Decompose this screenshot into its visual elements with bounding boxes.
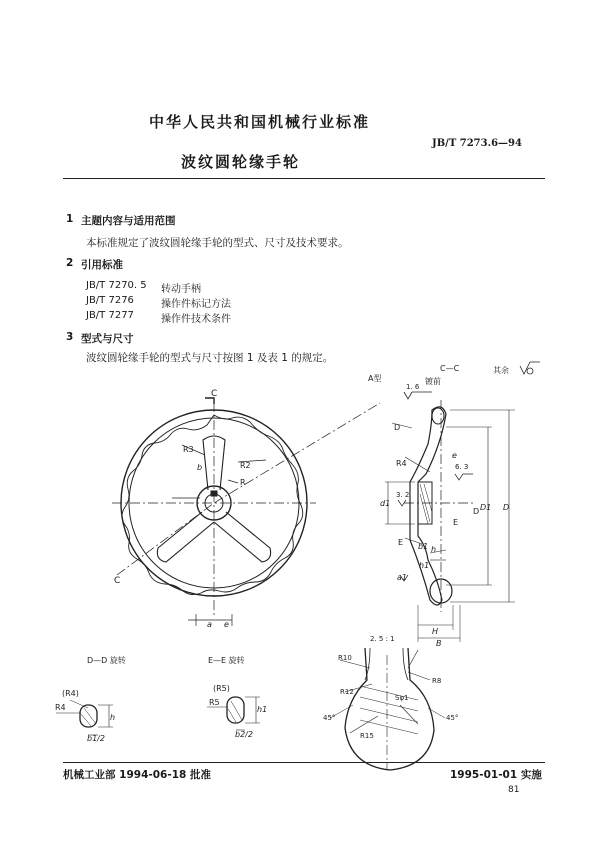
label-e: e <box>224 620 229 629</box>
section-2-heading: 引用标准 <box>81 259 123 271</box>
implementation-date: 1995-01-01 实施 <box>450 769 542 781</box>
label-r4-dd: R4 <box>55 703 66 712</box>
section-3-body: 波纹圆轮缘手轮的型式与尺寸按图 1 及表 1 的规定。 <box>86 352 334 364</box>
spoke-left <box>157 512 214 562</box>
section-1-heading: 主题内容与适用范围 <box>81 215 176 227</box>
label-r8: R8 <box>432 677 442 685</box>
label-d1-big: D1 <box>480 503 492 512</box>
cut-c-bottom: C <box>114 576 121 586</box>
section-1-number: 1 <box>66 213 74 225</box>
label-b-dim: B <box>436 639 442 648</box>
roughness-value: 1. 6 <box>406 383 420 391</box>
label-r2: R2 <box>240 461 251 470</box>
label-r5-paren: (R5) <box>213 684 230 693</box>
spoke-right <box>214 512 271 562</box>
detail-scale-label: 2. 5 : 1 <box>370 635 395 643</box>
org-title: 中华人民共和国机械行业标准 <box>149 113 371 131</box>
page-number: 81 <box>508 785 520 795</box>
rim-wave-contour <box>122 415 303 595</box>
roughness-63: 6. 3 <box>455 463 469 471</box>
label-d-big: D <box>503 503 510 512</box>
section-2-number: 2 <box>66 257 74 269</box>
label-b1-half: b1/2 <box>87 734 105 743</box>
label-d-side: D <box>473 507 480 516</box>
label-r3: R3 <box>183 445 194 454</box>
label-r10: R10 <box>338 654 352 662</box>
label-b: b <box>197 463 203 472</box>
ref-code-3: JB/T 7277 <box>86 310 134 321</box>
label-r5-ee: R5 <box>209 698 220 707</box>
section-1-body: 本标准规定了波纹圆轮缘手轮的型式、尺寸及技术要求。 <box>86 237 349 249</box>
label-e-side: e <box>452 451 457 460</box>
label-r15: R15 <box>360 732 374 740</box>
label-h1-ee: h1 <box>257 705 268 714</box>
label-e-section: E <box>398 538 404 547</box>
label-d-section: D <box>394 423 401 432</box>
label-e-section-2: E <box>453 518 459 527</box>
label-b2-half: b2/2 <box>235 730 253 739</box>
cut-c-top: C <box>211 389 218 399</box>
label-h1: h1 <box>419 561 430 570</box>
type-a-label: A型 <box>368 374 382 383</box>
plating-label: 镀前 <box>425 377 441 386</box>
footer-rule <box>63 762 545 763</box>
ref-title-1: 转动手柄 <box>161 284 201 295</box>
label-r12: R12 <box>340 688 354 696</box>
label-a1: a1 <box>397 573 407 582</box>
section-cc-label: C—C <box>440 364 460 373</box>
document-title: 波纹圆轮缘手轮 <box>181 153 301 171</box>
label-45-right: 45° <box>446 714 459 722</box>
label-r4: R4 <box>396 459 407 468</box>
rest-label: 其余 <box>493 366 509 375</box>
ref-title-3: 操作件技术条件 <box>161 314 231 325</box>
ref-code-1: JB/T 7270. 5 <box>86 280 147 291</box>
label-a: a <box>207 620 212 629</box>
approval-text: 机械工业部 1994-06-18 批准 <box>63 769 211 781</box>
detail-profile <box>345 648 434 770</box>
roughness-32: 3. 2 <box>396 491 410 499</box>
label-h: h <box>431 545 437 554</box>
section-ee-label: E—E 旋转 <box>208 656 245 665</box>
label-d1: d1 <box>380 499 391 508</box>
label-b1: b1 <box>418 542 429 551</box>
label-h-dim: H <box>432 627 439 636</box>
section-cc-profile <box>410 407 446 605</box>
label-r4-paren: (R4) <box>62 689 79 698</box>
section-3-number: 3 <box>66 331 74 343</box>
ref-code-2: JB/T 7276 <box>86 295 134 306</box>
label-h-dd: h <box>110 713 116 722</box>
label-sphi: Sφ1 <box>395 694 409 702</box>
label-45-left: 45° <box>323 714 336 722</box>
label-r: R <box>240 478 246 487</box>
section-dd-label: D—D 旋转 <box>87 656 126 665</box>
ref-title-2: 操作件标记方法 <box>161 299 231 310</box>
section-3-heading: 型式与尺寸 <box>81 333 134 345</box>
standard-number: JB/T 7273.6—94 <box>432 138 522 149</box>
